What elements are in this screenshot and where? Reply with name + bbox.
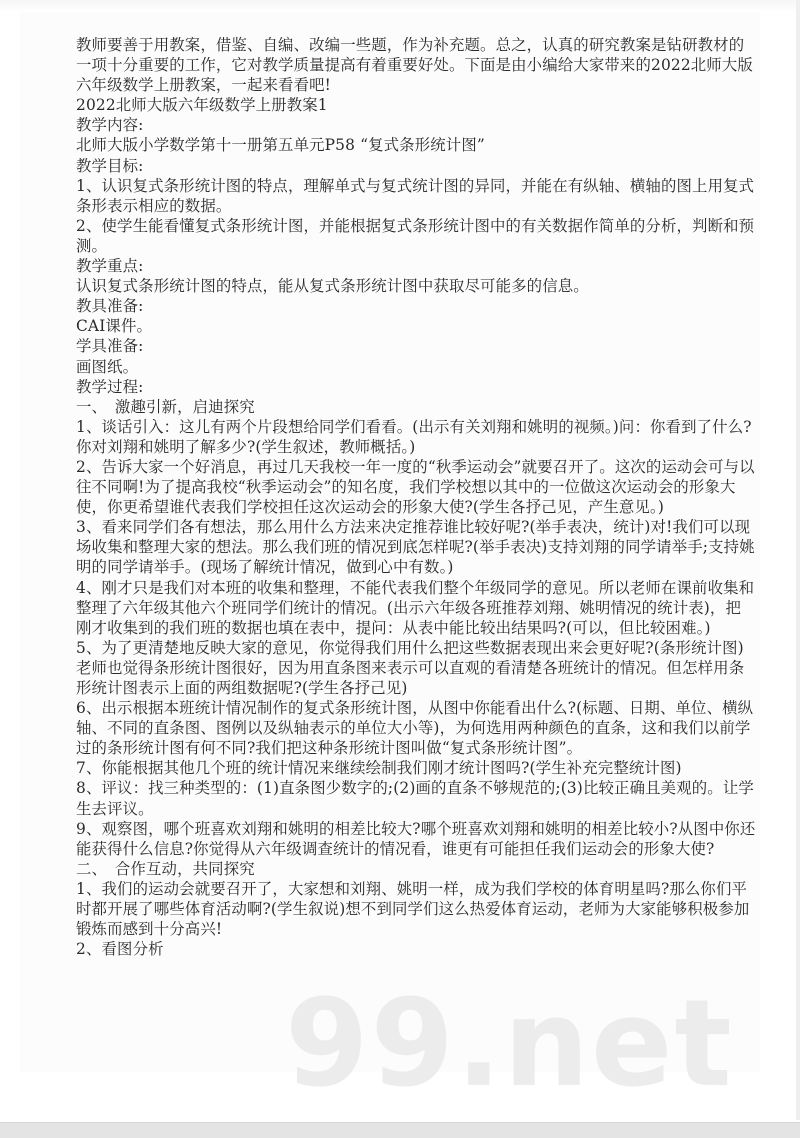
- section-body-student-aids: 画图纸。: [76, 357, 139, 376]
- process-part-heading: 一、 激趣引新，启迪探究: [76, 397, 255, 416]
- section-heading-content: 教学内容:: [76, 116, 144, 135]
- document-body: [76, 35, 756, 959]
- section-heading-student-aids: 学具准备:: [76, 337, 144, 356]
- page-top-edge: [0, 0, 800, 12]
- process-step: 1、我们的运动会就要召开了，大家想和刘翔、姚明一样，成为我们学校的体育明星吗?那么你们平时都开展了哪些体育活动啊?(学生叙说)想不到同学们这么热爱体育运动，老师为大家能够积极参加锻炼而感到十分高兴!: [76, 879, 750, 939]
- process-step: 9、观察图，哪个班喜欢刘翔和姚明的相差比较大?哪个班喜欢刘翔和姚明的相差比较小?从图中你还能获得什么信息?你觉得从六年级调查统计的情况看，谁更有可能担任我们运动会的形象大使?: [76, 819, 756, 858]
- watermark: 99.net: [285, 975, 734, 1114]
- objective-item: 2、使学生能看懂复式条形统计图，并能根据复式条形统计图中的有关数据作简单的分析，判断和预测。: [76, 216, 755, 255]
- process-step: 6、出示根据本班统计情况制作的复式条形统计图，从图中你能看出什么?(标题、日期、单位、横纵轴、不同的直条图、图例以及纵轴表示的单位大小等)，为何选用两种颜色的直条，这和我们以前学过的条形统计图有何不同?我们把这种条形统计图叫做“复式条形统计图”。: [76, 699, 754, 758]
- process-step: 1、谈话引入：这儿有两个片段想给同学们看看。(出示有关刘翔和姚明的视频。)问：你看到了什么?你对刘翔和姚明了解多少?(学生叙述，教师概括。): [76, 417, 752, 456]
- objective-item: 1、认识复式条形统计图的特点，理解单式与复式统计图的异同，并能在有纵轴、横轴的图上用复式条形表示相应的数据。: [76, 176, 755, 215]
- process-step: 2、看图分析: [76, 940, 164, 959]
- process-step: 5、为了更清楚地反映大家的意见，你觉得我们用什么把这些数据表现出来会更好呢?(条形统计图)老师也觉得条形统计图很好，因为用直条图来表示可以直观的看清楚各班统计的情况。但怎样用条形统计图表示上面的两组数据呢?(学生各抒己见): [76, 638, 745, 697]
- section-heading-process: 教学过程:: [76, 377, 144, 396]
- section-heading-objectives: 教学目标:: [76, 156, 144, 175]
- section-heading-key-points: 教学重点:: [76, 257, 144, 276]
- section-body-content: 北师大版小学数学第十一册第五单元P58 “复式条形统计图”: [76, 136, 485, 155]
- section-body-teaching-aids: CAI课件。: [76, 317, 153, 336]
- page-right-edge: [796, 0, 800, 1120]
- section-body-key-points: 认识复式条形统计图的特点，能从复式条形统计图中获取尽可能多的信息。: [76, 277, 589, 296]
- process-step: 4、刚才只是我们对本班的收集和整理，不能代表我们整个年级同学的意见。所以老师在课前收集和整理了六年级其他六个班同学们统计的情况。(出示六年级各班推荐刘翔、姚明情况的统计表)，把刚才收集到的我们班的数据也填在表中，提问：从表中能比较出结果吗?(可以，但比较困难。): [76, 578, 755, 637]
- process-part-heading: 二、 合作互动，共同探究: [76, 859, 255, 878]
- process-step: 7、你能根据其他几个班的统计情况来继续绘制我们刚才统计图吗?(学生补充完整统计图): [76, 759, 682, 778]
- bottom-scroll-bar[interactable]: [0, 1122, 800, 1138]
- document-title: 2022北师大版六年级数学上册教案1: [76, 96, 328, 115]
- section-heading-teaching-aids: 教具准备:: [76, 297, 144, 316]
- process-step: 2、告诉大家一个好消息，再过几天我校一年一度的“秋季运动会”就要召开了。这次的运动会可与以往不同啊!为了提高我校“秋季运动会”的知名度，我们学校想以其中的一位做这次运动会的形象大使，你更希望谁代表我们学校担任这次运动会的形象大使?(学生各抒己见，产生意见。): [76, 457, 755, 517]
- intro-paragraph: 教师要善于用教案，借鉴、自编、改编一些题，作为补充题。总之，认真的研究教案是钻研教材的一项十分重要的工作，它对教学质量提高有着重要好处。下面是由小编给大家带来的2022北师大版六年级数学上册教案，一起来看看吧!: [76, 36, 753, 95]
- process-step: 8、评议：找三种类型的：(1)直条图少数字的;(2)画的直条不够规范的;(3)比较正确且美观的。让学生去评议。: [76, 779, 754, 818]
- process-step: 3、看来同学们各有想法，那么用什么方法来决定推荐谁比较好呢?(举手表决，统计)对!我们可以现场收集和整理大家的想法。那么我们班的情况到底怎样呢?(举手表决)支持刘翔的同学请举手;支持姚明的同学请举手。(现场了解统计情况，做到心中有数。): [76, 518, 755, 577]
